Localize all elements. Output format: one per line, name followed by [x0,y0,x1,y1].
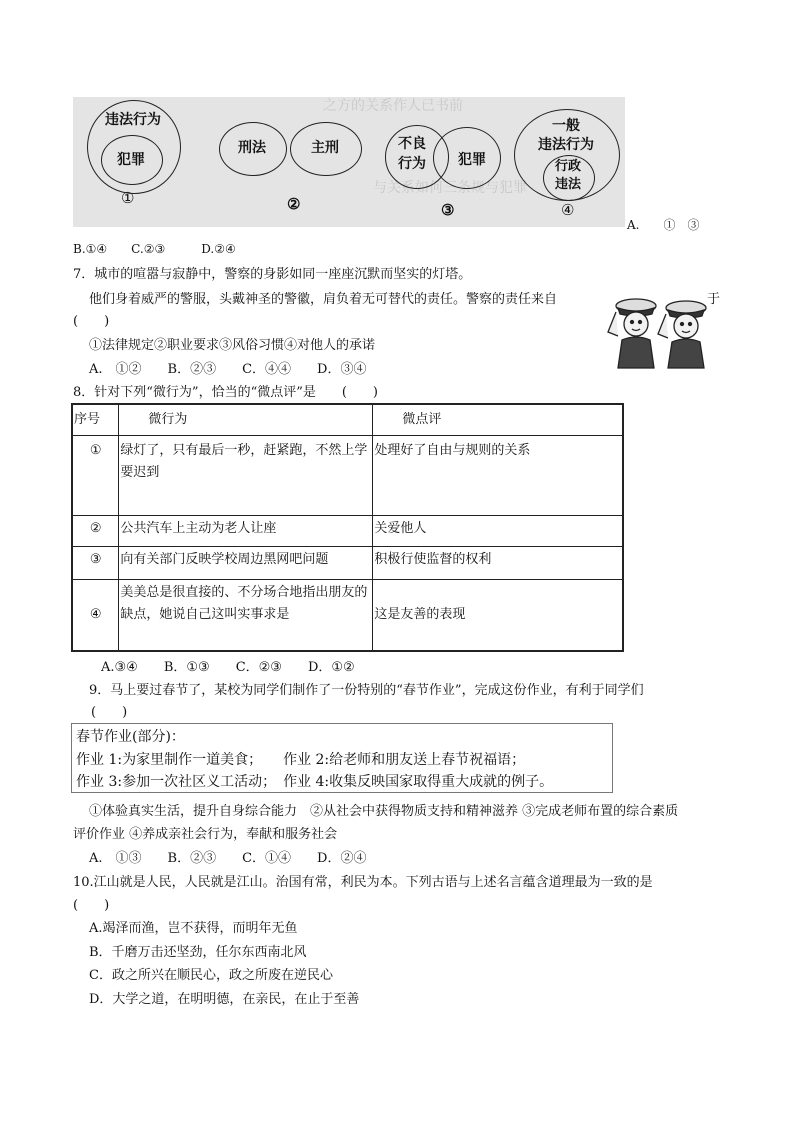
row-number: ④ [72,579,119,651]
q7-items: ①法律规定②职业要求③风俗习惯④对他人的承诺 [89,338,376,353]
q10-option-d: D．大学之道，在明明德，在亲民，在止于至善 [89,992,360,1007]
header-no: 序号 [72,404,119,435]
q9-stem: 9．马上要过春节了，某校为同学们制作了一份特别的“春节作业”，完成这份作业，有利于同学们 [89,683,644,698]
q7-options: A. ①② B．②③ C．④④ D．③④ [89,362,367,377]
diagram4-inner-label: 行政 违法 [554,159,581,192]
table-row [72,515,623,546]
spring-festival-homework-box [71,723,613,793]
row-number: ③ [72,546,119,579]
diagram3-left-label: 不良 行为 [398,136,426,172]
header-behavior-text: 微行为 [148,412,188,427]
diagram3-right-label: 犯罪 [458,152,486,168]
q9-options: A. ①③ B．②③ C．①④ D．②④ [89,851,367,866]
table-row [72,546,623,579]
row-comment: 这是友善的表现 [373,579,623,651]
header-behavior [119,404,373,435]
diagram1-inner-label: 犯罪 [117,152,145,168]
row-number: ② [72,515,119,546]
diagram-photo: 之方的关系作人已书前 与关系如何三条规与犯罪 违法行为 犯罪 ① 刑法 主刑 ② 不良 行为 犯罪 ③ 一般 违法行为 行政 违法 ④ [73,97,625,227]
row-number: ① [72,435,119,515]
diagram1-outer-label: 违法行为 [105,112,161,128]
header-comment [373,404,623,435]
q7-answer-paren: ( ) [73,314,110,329]
table-header-row [72,404,623,435]
row-behavior: 绿灯了，只有最后一秒，赶紧跑，不然上学要迟到 [119,435,373,515]
police-illustration [604,292,722,370]
row-behavior: 向有关部门反映学校周边黑网吧问题 [119,546,373,579]
diagram2-right-label: 主刑 [311,140,339,156]
row-behavior: 公共汽车上主动为老人让座 [119,515,373,546]
q7-stem-line1: 7．城市的喧嚣与寂静中，警察的身影如同一座座沉默而坚实的灯塔。 [73,267,472,282]
row-comment: 处理好了自由与规则的关系 [373,435,623,515]
table-row [72,435,623,515]
q9-items-line1: ①体验真实生活，提升自身综合能力 ②从社会中获得物质支持和精神滋养 ③完成老师布置的综合素质 [89,804,679,819]
q6-option-a: A. ① ③ [627,218,700,232]
row-behavior: 美美总是很直接的、不分场合地指出朋友的缺点，她说自己这叫实事求是 [119,579,373,651]
homework-title: 春节作业(部分)： [76,729,185,745]
diagram1-number: ① [121,189,135,207]
diagram3-number: ③ [441,201,455,219]
homework-line2: 作业 3:参加一次社区义工活动； 作业 4:收集反映国家取得重大成就的例子。 [76,774,554,790]
header-comment-text: 微点评 [402,412,442,427]
q7-stem-line2: 他们身着威严的警服，头戴神圣的警徽，肩负着无可替代的责任。警察的责任来自 [89,292,558,307]
diagram4-number: ④ [561,201,575,219]
diagram4-outer-label: 一般 违法行为 [538,118,594,153]
q10-answer-paren: ( ) [73,898,110,913]
q10-option-b: B．千磨万击还坚劲，任尔东西南北风 [89,945,307,960]
q10-stem: 10.江山就是人民，人民就是江山。治国有常，利民为本。下列古语与上述名言蕴含道理最为一致的是 [73,875,653,890]
q9-items-line2: 评价作业 ④养成亲社会行为，奉献和服务社会 [73,827,338,842]
q8-stem: 8．针对下列“微行为”，恰当的“微点评”是 ( ) [73,385,378,400]
homework-line1: 作业 1:为家里制作一道美食； 作业 2:给老师和朋友送上春节祝福语； [76,752,526,768]
table-row [72,579,623,651]
q7-stem-end: 于 [707,292,721,307]
micro-behavior-table [71,403,624,652]
diagram2-left-label: 刑法 [238,140,266,156]
diagram2-number: ② [287,195,301,213]
q6-options: B.①④ C.②③ D.②④ [73,242,236,256]
q9-answer-paren: ( ) [91,705,128,720]
row-comment: 关爱他人 [373,515,623,546]
q10-option-c: C．政之所兴在顺民心，政之所废在逆民心 [89,968,333,983]
row-comment: 积极行使监督的权利 [373,546,623,579]
q10-option-a: A.竭泽而渔，岂不获得，而明年无鱼 [89,921,298,936]
q8-options: A.③④ B．①③ C．②③ D．①② [101,660,355,675]
